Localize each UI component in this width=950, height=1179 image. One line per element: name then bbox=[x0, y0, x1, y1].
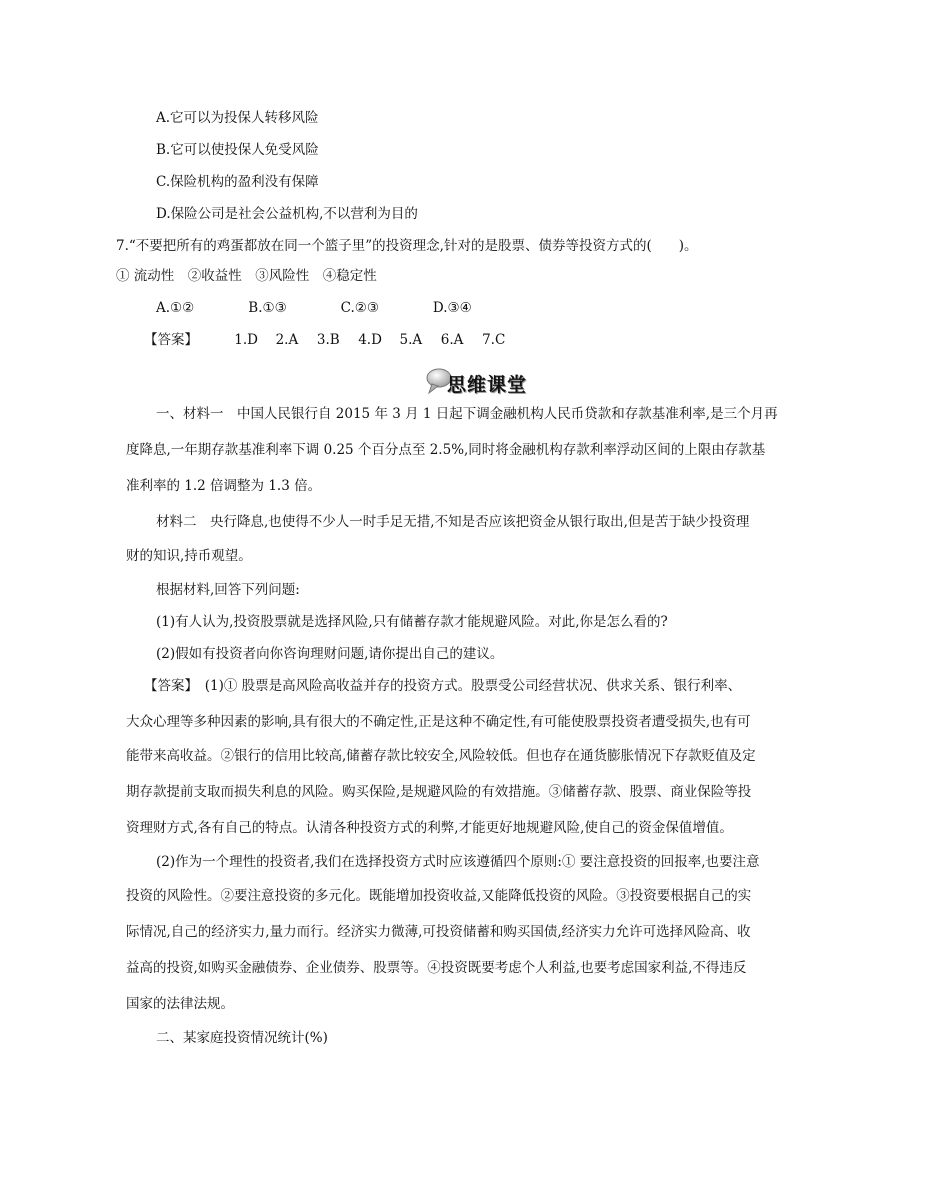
answer-line-10: 国家的法律法规。 bbox=[126, 996, 234, 1012]
answer-5: 5.A bbox=[399, 332, 423, 348]
answer-line-1: 【答案】 (1)① 股票是高风险高收益并存的投资方式。股票受公司经营状况、供求关系、银行利率、 bbox=[144, 678, 742, 694]
answer-line-6: (2)作为一个理性的投资者,我们在选择投资方式时应该遵循四个原则:① 要注意投资的回报率,也要注意 bbox=[156, 854, 760, 870]
question-7-items: ① 流动性 ②收益性 ③风险性 ④稳定性 bbox=[116, 268, 377, 284]
material-line-3: 准利率的 1.2 倍调整为 1.3 倍。 bbox=[126, 478, 322, 494]
question-1: (1)有人认为,投资股票就是选择风险,只有储蓄存款才能规避风险。对此,你是怎么看的? bbox=[156, 614, 668, 630]
section-heading-text: 思维课堂 bbox=[447, 374, 528, 396]
option-b: B.它可以使投保人免受风险 bbox=[156, 142, 319, 158]
answer-3: 3.B bbox=[316, 332, 340, 348]
answer-line-8: 际情况,自己的经济实力,量力而行。经济实力微薄,可投资储蓄和购买国债,经济实力允许可选择风险高、收 bbox=[126, 924, 751, 940]
answer-line-2: 大众心理等多种因素的影响,具有很大的不确定性,正是这种不确定性,有可能使股票投资者遭受损失,也有可 bbox=[126, 714, 751, 730]
answer-line-4: 期存款提前支取而损失利息的风险。购买保险,是规避风险的有效措施。③储蓄存款、股票、商业保险等投 bbox=[126, 784, 752, 800]
q7-option-a: A.①② bbox=[156, 300, 195, 316]
answer-2: 2.A bbox=[275, 332, 299, 348]
section-two-title: 二、某家庭投资情况统计(%) bbox=[156, 1030, 328, 1046]
question-2: (2)假如有投资者向你咨询理财问题,请你提出自己的建议。 bbox=[156, 646, 504, 662]
answer-label: 【答案】 bbox=[144, 332, 198, 348]
material-line-1: 一、材料一 中国人民银行自 2015 年 3 月 1 日起下调金融机构人民币贷款和存款基准利率,是三个月再 bbox=[156, 406, 778, 422]
question-7-options bbox=[156, 298, 472, 318]
option-c: C.保险机构的盈利没有保障 bbox=[156, 174, 319, 190]
q7-option-c: C.②③ bbox=[340, 300, 379, 316]
material-line-2: 度降息,一年期存款基准利率下调 0.25 个百分点至 2.5%,同时将金融机构存款利率浮动区间的上限由存款基 bbox=[126, 442, 766, 458]
q7-option-b: B.①③ bbox=[248, 300, 287, 316]
option-d: D.保险公司是社会公益机构,不以营利为目的 bbox=[156, 206, 418, 222]
answer-6: 6.A bbox=[440, 332, 464, 348]
material-line-4: 材料二 央行降息,也使得不少人一时手足无措,不知是否应该把资金从银行取出,但是苦于缺少投资理 bbox=[156, 514, 750, 530]
answer-line-7: 投资的风险性。②要注意投资的多元化。既能增加投资收益,又能降低投资的风险。③投资要根据自己的实 bbox=[126, 888, 752, 904]
material-line-5: 财的知识,持币观望。 bbox=[126, 548, 252, 564]
answer-7: 7.C bbox=[482, 332, 506, 348]
answer-line-5: 资理财方式,各有自己的特点。认清各种投资方式的利弊,才能更好地规避风险,使自己的资金保值增值。 bbox=[126, 820, 733, 836]
question-7-stem: 7.“不要把所有的鸡蛋都放在同一个篮子里”的投资理念,针对的是股票、债券等投资方式的( )。 bbox=[116, 238, 698, 254]
option-a: A.它可以为投保人转移风险 bbox=[156, 110, 319, 126]
section-heading bbox=[425, 364, 535, 400]
answer-key-row bbox=[144, 330, 505, 350]
answer-1: 1.D bbox=[234, 332, 259, 348]
answer-line-9: 益高的投资,如购买金融债券、企业债券、股票等。④投资既要考虑个人利益,也要考虑国家利益,不得违反 bbox=[126, 960, 747, 976]
answer-line-3: 能带来高收益。②银行的信用比较高,储蓄存款比较安全,风险较低。但也存在通货膨胀情况下存款贬值及定 bbox=[126, 748, 756, 764]
answer-4: 4.D bbox=[358, 332, 382, 348]
material-instruction: 根据材料,回答下列问题: bbox=[156, 582, 300, 598]
q7-option-d: D.③④ bbox=[432, 300, 472, 316]
